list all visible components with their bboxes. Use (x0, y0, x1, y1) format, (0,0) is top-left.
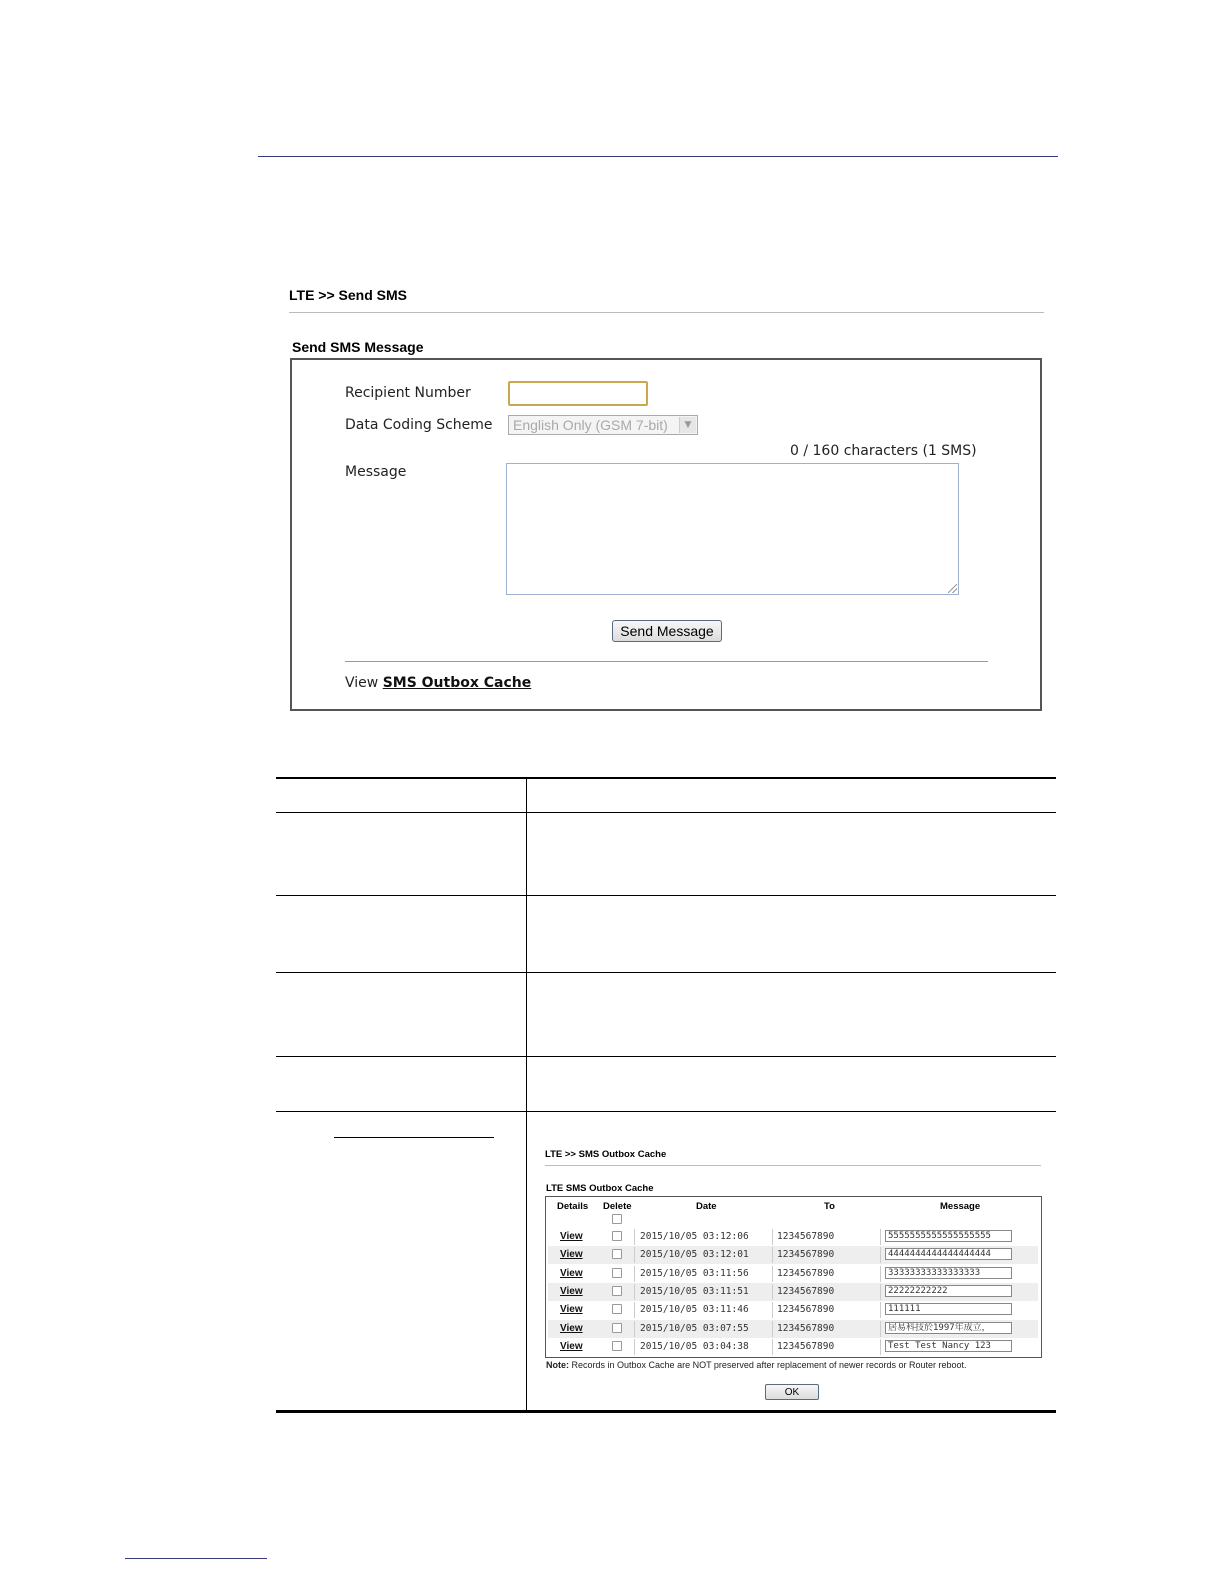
table-row-rule (276, 972, 1056, 973)
table-row (548, 1338, 1038, 1356)
table-row (548, 1228, 1038, 1246)
char-counter: 0 / 160 characters (1 SMS) (790, 443, 977, 459)
message-label: Message (345, 464, 407, 480)
view-link[interactable]: View (560, 1323, 583, 1334)
table-row-rule (276, 895, 1056, 896)
row-date: 2015/10/05 03:11:56 (640, 1268, 749, 1279)
delete-checkbox[interactable] (612, 1341, 622, 1351)
recipient-label: Recipient Number (345, 385, 471, 401)
row-to: 1234567890 (777, 1323, 835, 1334)
outbox-breadcrumb-divider (545, 1165, 1041, 1166)
row-message: 4444444444444444444 (885, 1248, 1012, 1260)
outbox-header-message: Message (940, 1201, 981, 1212)
table-row (548, 1320, 1038, 1338)
table-row (548, 1246, 1038, 1264)
note-label: Note: (546, 1360, 569, 1370)
delete-checkbox[interactable] (612, 1304, 622, 1314)
section-title: Send SMS Message (292, 339, 424, 355)
table-row-rule (276, 1056, 1056, 1057)
delete-all-checkbox[interactable] (612, 1214, 622, 1224)
row-to: 1234567890 (777, 1268, 835, 1279)
row-message: Test Test Nancy 123 (885, 1340, 1012, 1352)
row-date: 2015/10/05 03:11:46 (640, 1304, 749, 1315)
delete-checkbox[interactable] (612, 1268, 622, 1278)
row-date: 2015/10/05 03:04:38 (640, 1341, 749, 1352)
view-link[interactable]: View (560, 1268, 583, 1279)
outbox-cache-link[interactable]: SMS Outbox Cache (382, 675, 532, 691)
delete-checkbox[interactable] (612, 1286, 622, 1296)
footer-rule (125, 1558, 267, 1559)
row-to: 1234567890 (777, 1231, 835, 1242)
breadcrumb: LTE >> Send SMS (289, 287, 407, 303)
document-header-rule (258, 156, 1058, 157)
view-link[interactable]: View (560, 1341, 583, 1352)
row-message: 5555555555555555555 (885, 1230, 1012, 1242)
coding-select[interactable] (508, 415, 698, 435)
message-textarea[interactable] (506, 463, 959, 595)
chevron-down-icon: ▼ (679, 417, 696, 433)
table-column-divider (526, 777, 527, 1412)
row-message: 111111 (885, 1303, 1012, 1315)
table-header-rule (276, 812, 1056, 813)
ok-button[interactable]: OK (765, 1384, 819, 1400)
table-row (548, 1301, 1038, 1319)
outbox-header-delete: Delete (603, 1201, 632, 1212)
outbox-breadcrumb: LTE >> SMS Outbox Cache (545, 1149, 667, 1160)
row-to: 1234567890 (777, 1341, 835, 1352)
view-link[interactable]: View (560, 1249, 583, 1260)
row-message: 33333333333333333 (885, 1267, 1012, 1279)
view-link[interactable]: View (560, 1304, 583, 1315)
coding-selected-value: English Only (GSM 7-bit) (513, 417, 668, 433)
view-link[interactable]: View (560, 1286, 583, 1297)
send-message-button[interactable]: Send Message (612, 620, 722, 642)
row-date: 2015/10/05 03:12:01 (640, 1249, 749, 1260)
resize-grip-icon (948, 584, 957, 593)
hyperlink-underline (334, 1137, 494, 1138)
row-to: 1234567890 (777, 1304, 835, 1315)
breadcrumb-divider (289, 312, 1044, 313)
outbox-header-to: To (824, 1201, 835, 1212)
row-message: 22222222222 (885, 1285, 1012, 1297)
outbox-section-title: LTE SMS Outbox Cache (546, 1183, 654, 1194)
view-prefix: View (345, 675, 379, 691)
outbox-note (546, 1360, 967, 1370)
row-date: 2015/10/05 03:11:51 (640, 1286, 749, 1297)
row-date: 2015/10/05 03:07:55 (640, 1323, 749, 1334)
panel-divider (345, 661, 988, 662)
table-bottom-rule (276, 1410, 1056, 1413)
recipient-input[interactable] (508, 381, 648, 406)
table-row (548, 1265, 1038, 1283)
delete-checkbox[interactable] (612, 1231, 622, 1241)
delete-checkbox[interactable] (612, 1323, 622, 1333)
table-top-rule (276, 777, 1056, 779)
row-message: 居易科技於1997年成立， (885, 1322, 1012, 1334)
row-date: 2015/10/05 03:12:06 (640, 1231, 749, 1242)
outbox-header-date: Date (696, 1201, 717, 1212)
view-link[interactable]: View (560, 1231, 583, 1242)
delete-checkbox[interactable] (612, 1249, 622, 1259)
view-outbox-row (345, 675, 531, 691)
note-text: Records in Outbox Cache are NOT preserved after replacement of newer records or Router reboot. (571, 1360, 967, 1370)
row-to: 1234567890 (777, 1286, 835, 1297)
table-row-rule (276, 1111, 1056, 1112)
row-to: 1234567890 (777, 1249, 835, 1260)
coding-label: Data Coding Scheme (345, 417, 493, 433)
table-row (548, 1283, 1038, 1301)
outbox-header-details: Details (557, 1201, 589, 1212)
